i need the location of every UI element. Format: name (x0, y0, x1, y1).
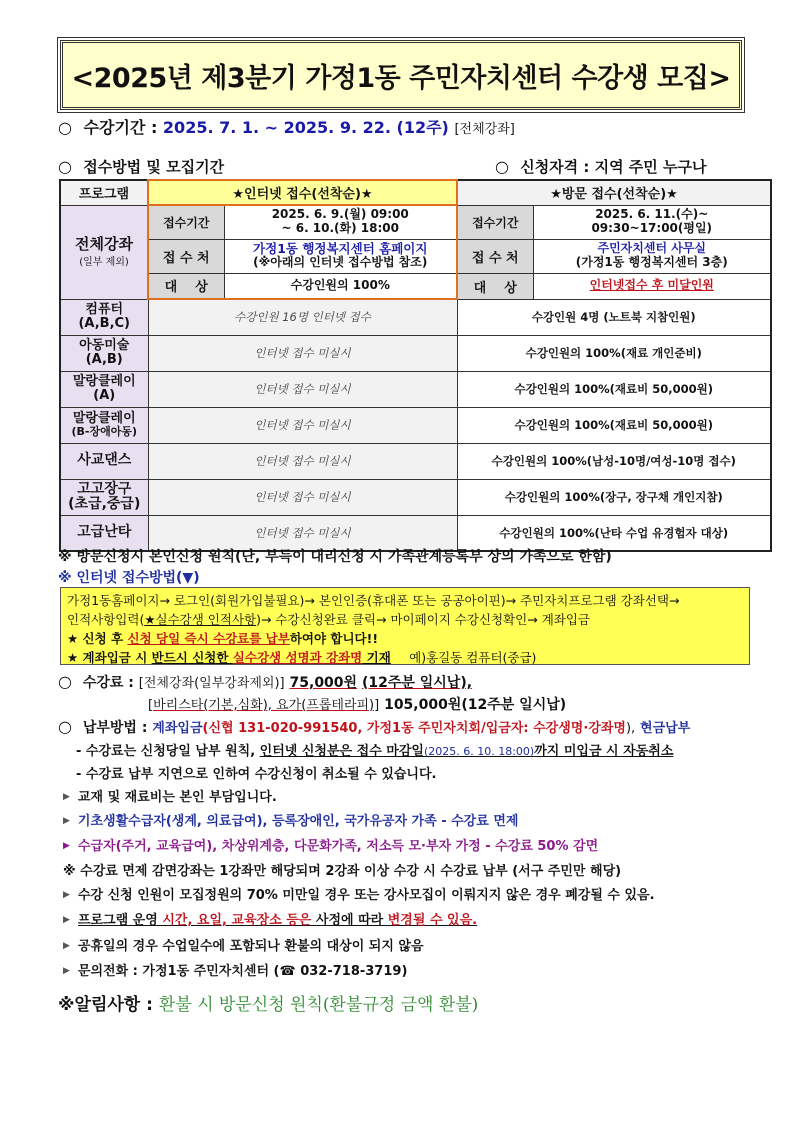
course-period (58, 115, 515, 138)
program-sub: (A,B,C) (78, 316, 130, 331)
table-row (60, 371, 771, 407)
howto-red-underlined: 신청 당일 즉시 수강료를 납부 (127, 631, 290, 646)
howto-step-line2 (67, 610, 743, 629)
program-cell (60, 407, 148, 443)
contact-phone: 032-718-3719) (295, 964, 408, 979)
bullet-cancellation (63, 884, 655, 903)
internet-period-start: 2025. 6. 9.(월) 09:00 (271, 207, 409, 222)
bullet-contact (63, 960, 407, 979)
program-cell (60, 335, 148, 371)
payment-rule-underlined: 인터넷 신청분은 접수 마감일 (259, 744, 424, 759)
schedule-table (59, 179, 772, 552)
fee-item1-note: (12주분 일시납), (361, 675, 473, 691)
label-place: 접 수 처 (148, 239, 224, 273)
program-cell (60, 479, 148, 515)
internet-status: 인터넷 접수 미실시 (148, 515, 457, 551)
triangle-bullet-icon: ▶ (63, 941, 70, 951)
howto-red-underlined: 실수강생 성명과 강좌명 (232, 650, 363, 665)
internet-period-end: ~ 6. 10.(화) 18:00 (281, 221, 399, 236)
program-name: 사교댄스 (77, 452, 132, 469)
triangle-bullet-icon: ▶ (63, 841, 70, 851)
howto-deposit-note (67, 648, 743, 667)
label-target: 대 상 (148, 273, 224, 299)
table-row (60, 479, 771, 515)
eligibility (495, 156, 706, 177)
visit-status: 수강인원의 100%(남성-10명/여성-10명 접수) (457, 443, 771, 479)
bullet-red-text: 변경될 수 있음. (387, 913, 478, 928)
table-row (60, 443, 771, 479)
visit-period (533, 205, 771, 239)
payment-close: ), (625, 721, 636, 736)
program-sub: (A,B) (85, 352, 123, 367)
payment-method-cash: 현금납부 (640, 721, 691, 736)
fee-item1-name: [전체강좌(일부강좌제외)] (138, 676, 285, 691)
payment-rule-underlined: 까지 미입금 시 자동취소 (534, 744, 674, 759)
payment-rule-2: - 수강료 납부 지연으로 인하여 수강신청이 취소될 수 있습니다. (76, 767, 437, 782)
bullet-text: 사정에 따라 (311, 913, 388, 928)
internet-status: 인터넷 접수 미실시 (148, 443, 457, 479)
internet-status: 인터넷 접수 미실시 (148, 371, 457, 407)
internet-target: 수강인원의 100% (224, 273, 457, 299)
payment-label: 납부방법 : (82, 720, 148, 736)
internet-status: 인터넷 접수 미실시 (148, 479, 457, 515)
visit-status: 수강인원의 100%(재료비 50,000원) (457, 371, 771, 407)
table-row (60, 273, 771, 299)
bullet-text: 수강 신청 인원이 모집정원의 70% 미만일 경우 또는 강사모집이 이뤄지지 않은 경우 폐강될 수 있음. (77, 888, 655, 903)
program-name: 말랑클레이 (72, 410, 136, 426)
bullet-text: 교재 및 재료비는 본인 부담입니다. (77, 790, 277, 805)
program-name: 말랑클레이 (72, 373, 136, 389)
fee-line-2 (148, 694, 566, 714)
visit-status: 수강인원의 100%(재료 개인준비) (457, 335, 771, 371)
contact-label: 문의전화 : 가정1동 주민자치센터 ( (77, 964, 280, 979)
program-sub: (초급,중급) (68, 496, 141, 512)
bullet-holiday (63, 935, 424, 954)
header-internet: ★인터넷 접수(선착순)★ (148, 180, 457, 205)
internet-howto-title: ※ 인터넷 접수방법(▼) (58, 570, 200, 586)
triangle-bullet-icon: ▶ (63, 966, 70, 976)
howto-text: ★ 신청 후 (67, 631, 128, 646)
internet-place-note: (※아래의 인터넷 접수방법 참조) (253, 255, 428, 270)
bullet-text: 기초생활수급자(생계, 의료급여), 등록장애인, 국가유공자 가족 - 수강료 면제 (77, 814, 519, 829)
bullet-discount (63, 835, 598, 854)
howto-text: 인적사항입력( (67, 612, 145, 627)
program-name: 고고장구 (77, 480, 132, 497)
payment-deadline: (2025. 6. 10. 18:00) (423, 745, 535, 758)
table-row (60, 239, 771, 273)
triangle-bullet-icon: ▶ (63, 816, 70, 826)
visit-status: 수강인원의 100%(장구, 장구채 개인지참) (457, 479, 771, 515)
visit-rule-note: ※ 방문신청시 본인신청 원칙(단, 부득이 대리신청 시 가족관계등록부 상의 가족으로 한함) (58, 549, 612, 565)
program-cell (60, 299, 148, 335)
triangle-bullet-icon: ▶ (63, 890, 70, 900)
internet-status: 인터넷 접수 미실시 (148, 407, 457, 443)
howto-payment-warning (67, 629, 743, 648)
table-row (60, 299, 771, 335)
payment-method (58, 717, 690, 737)
program-all-courses (60, 205, 148, 299)
howto-text: 하여야 합니다!! (289, 631, 379, 646)
section-method-heading (58, 156, 224, 177)
fee-item1-price: 75,000원 (289, 675, 358, 691)
visit-status: 수강인원의 100%(재료비 50,000원) (457, 407, 771, 443)
bullet-red-text: 시간, 요일, 교육장소 등은 (162, 913, 312, 928)
internet-place (224, 239, 457, 273)
table-row (60, 407, 771, 443)
howto-text: ★ 계좌입금 시 (67, 650, 152, 665)
internet-status: 수강인원 16명 인터넷 접수 (148, 299, 457, 335)
howto-example: 예)홍길동 컴퓨터(중급) (409, 650, 537, 665)
howto-underlined: 반드시 신청한 (151, 650, 233, 665)
visit-target: 인터넷접수 후 미달인원 (533, 273, 771, 299)
table-row (60, 205, 771, 239)
program-name: 고급난타 (77, 524, 132, 541)
bullet-schedule-change (63, 909, 477, 928)
howto-underlined: ★실수강생 인적사항 (144, 612, 257, 627)
bullet-text: 수급자(주거, 교육급여), 차상위계층, 다문화가족, 저소득 모·부자 가정 - 수강료 50% 감면 (77, 839, 599, 854)
label-period: 접수기간 (148, 205, 224, 239)
internet-howto-box (60, 587, 750, 665)
payment-rule-text: - 수강료는 신청당일 납부 원칙, (76, 744, 260, 759)
method-label: 접수방법 및 모집기간 (83, 158, 225, 176)
visit-period-start: 2025. 6. 11.(수)~ (595, 207, 709, 222)
bullet-materials (63, 786, 277, 805)
bullet-exemption (63, 810, 518, 829)
fee-line-1 (58, 672, 472, 692)
period-note: [전체강좌] (454, 122, 515, 137)
fee-label: 수강료 : (82, 675, 134, 691)
visit-status: 수강인원의 100%(난타 수업 유경험자 대상) (457, 515, 771, 551)
period-label: 수강기간 : (83, 118, 158, 137)
table-row (60, 335, 771, 371)
program-name: 아동미술 (79, 337, 130, 353)
header-program: 프로그램 (60, 180, 148, 205)
program-sub: (B-장애아동) (71, 425, 137, 439)
label-period-visit: 접수기간 (457, 205, 533, 239)
label-target-visit: 대 상 (457, 273, 533, 299)
fee-item2-note: (12주분 일시납) (461, 697, 567, 713)
howto-underlined: 기재 (362, 650, 391, 665)
program-sub: (일부 제외) (79, 256, 129, 268)
circle-bullet-icon: ○ (58, 118, 72, 137)
internet-place-name: 가정1동 행정복지센터 홈페이지 (253, 240, 428, 256)
howto-step-line1: 가정1동홈페이지→ 로그인(회원가입불필요)→ 본인인증(휴대폰 또는 공공아이핀)→ 주민자치프로그램 강좌선택→ (67, 593, 680, 608)
header-visit: ★방문 접수(선착순)★ (457, 180, 771, 205)
table-header-row (60, 180, 771, 205)
payment-rule-1 (76, 740, 673, 759)
circle-bullet-icon: ○ (58, 157, 72, 176)
visit-period-hours: 09:30~17:00(평일) (591, 221, 713, 235)
internet-status: 인터넷 접수 미실시 (148, 335, 457, 371)
internet-period (224, 205, 457, 239)
fee-item2-price: 105,000원 (384, 697, 462, 713)
fee-item2-name: [바리스타(기본,심화), 요가(프롭테라피)] (148, 698, 380, 713)
triangle-bullet-icon: ▶ (63, 792, 70, 802)
program-sub: (A) (93, 388, 116, 403)
program-name: 컴퓨터 (85, 301, 124, 317)
payment-method-transfer: 계좌입금 (152, 721, 203, 736)
triangle-bullet-icon: ▶ (63, 915, 70, 925)
visit-place-note: (가정1동 행정복지센터 3층) (575, 255, 728, 269)
period-value: 2025. 7. 1. ~ 2025. 9. 22. (12주) (162, 118, 449, 137)
alert-message: 환불 시 방문신청 원칙(환불규정 금액 환불) (158, 995, 479, 1015)
payment-account: (신협 131-020-991540, 가정1동 주민자치회/입금자: 수강생명·강좌명 (202, 721, 626, 736)
alert-label: ※알림사항 : (58, 995, 159, 1015)
eligibility-text: 신청자격 : 지역 주민 누구나 (520, 158, 707, 176)
program-name: 전체강좌 (75, 235, 133, 254)
circle-bullet-icon: ○ (58, 717, 72, 736)
visit-place (533, 239, 771, 273)
visit-place-name: 주민자치센터 사무실 (597, 241, 706, 256)
program-cell (60, 443, 148, 479)
circle-bullet-icon: ○ (495, 157, 509, 176)
circle-bullet-icon: ○ (58, 672, 72, 691)
bullet-text: 프로그램 운영 (77, 913, 163, 928)
program-cell (60, 371, 148, 407)
phone-icon: ☎ (279, 964, 296, 979)
page-title-text: <2025년 제3분기 가정1동 주민자치센터 수강생 모집> (71, 62, 731, 94)
page-title (60, 40, 742, 110)
bullet-exemption-rule: ※ 수강료 면제 감면강좌는 1강좌만 해당되며 2강좌 이상 수강 시 수강료 납부 (서구 주민만 해당) (63, 864, 622, 879)
visit-status: 수강인원 4명 (노트북 지참인원) (457, 299, 771, 335)
label-place-visit: 접 수 처 (457, 239, 533, 273)
howto-text: )→ 수강신청완료 클릭→ 마이페이지 수강신청확인→ 계좌입금 (256, 612, 590, 627)
alert-notice (58, 990, 478, 1015)
bullet-text: 공휴일의 경우 수업일수에 포함되나 환불의 대상이 되지 않음 (77, 939, 424, 954)
